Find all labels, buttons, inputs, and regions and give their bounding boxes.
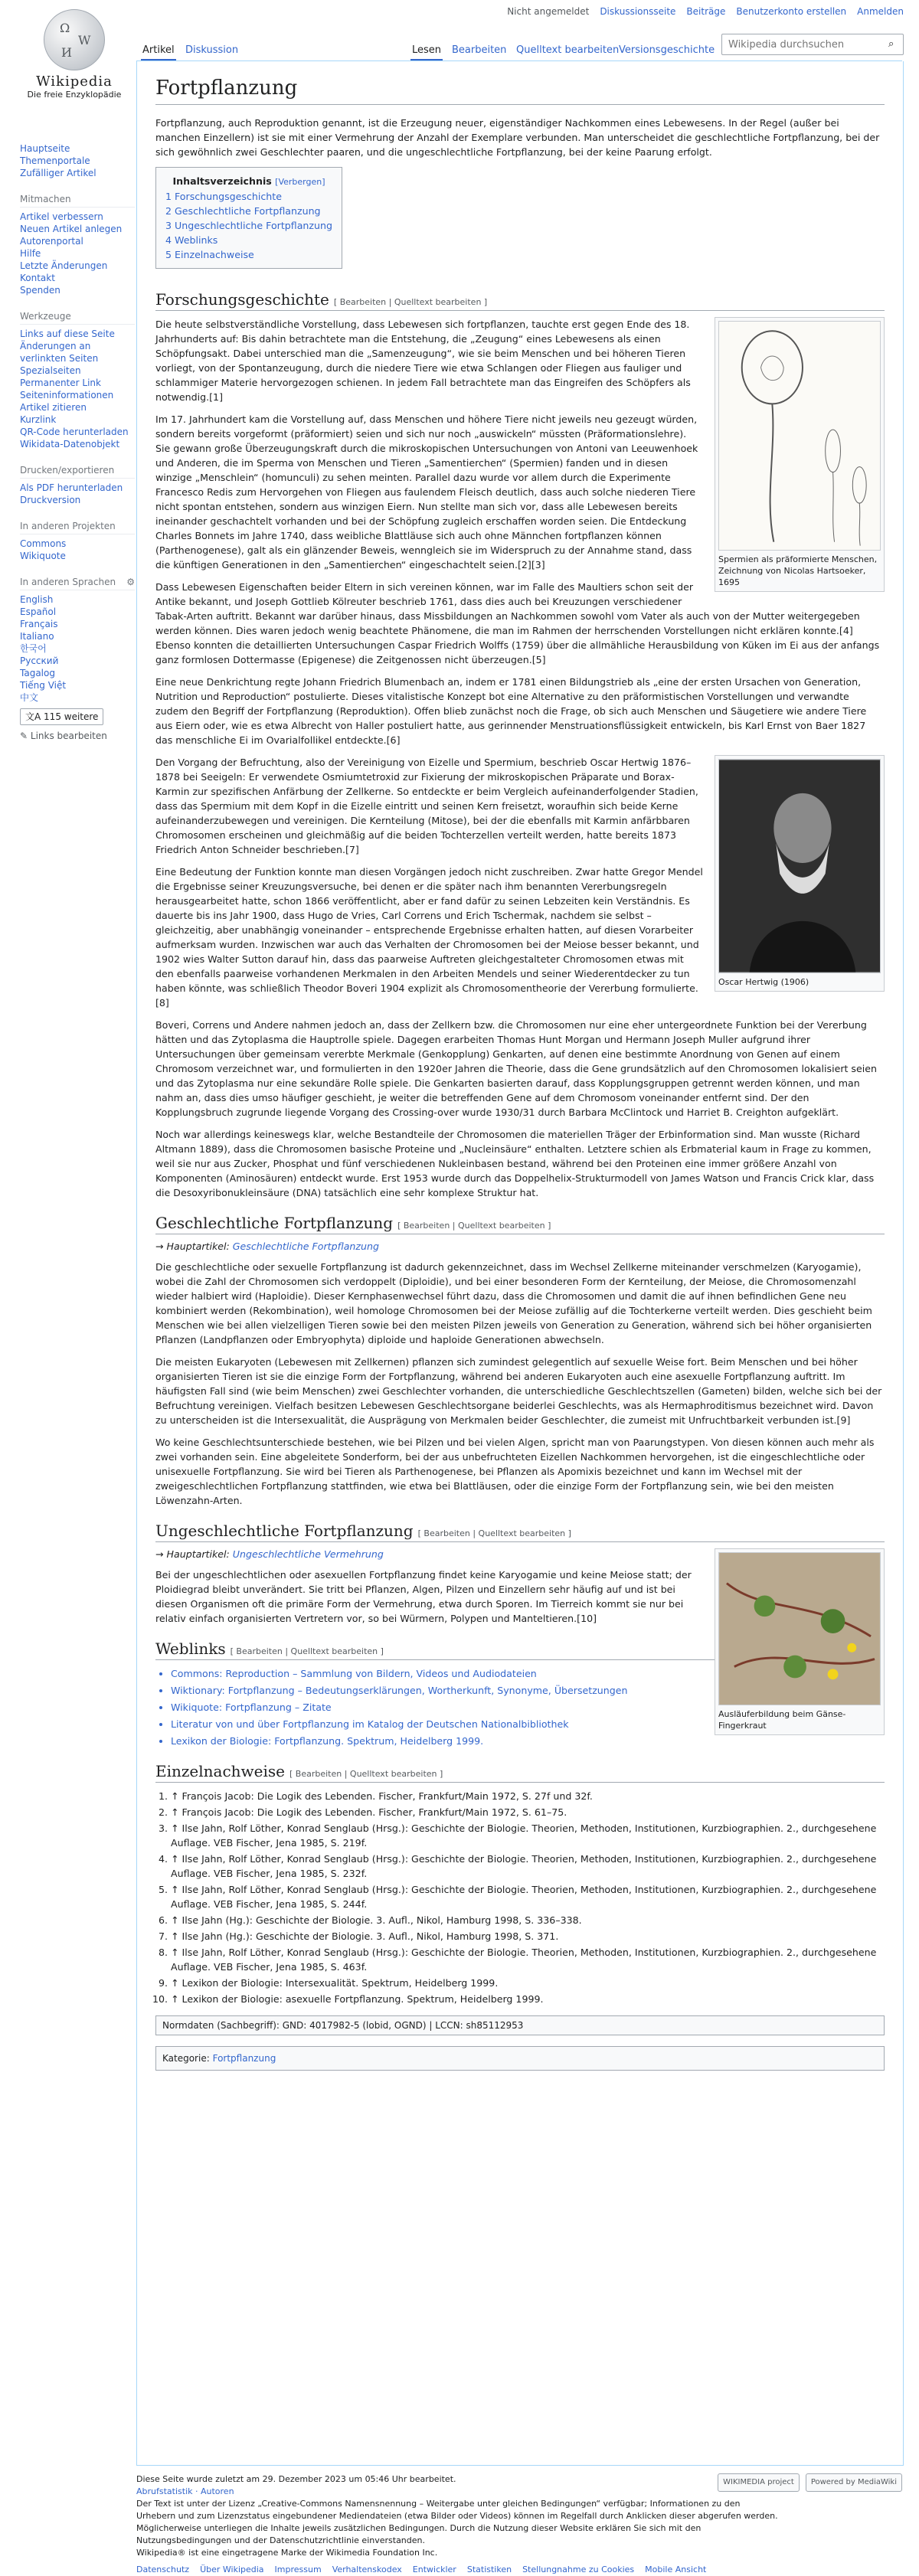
section-title: Geschlechtliche Fortpflanzung — [155, 1214, 394, 1232]
sidebar-item[interactable]: Artikel zitieren — [20, 402, 87, 413]
footer-link[interactable]: Mobile Ansicht — [645, 2565, 707, 2574]
section-title: Einzelnachweise — [155, 1762, 285, 1780]
create-account-link[interactable]: Benutzerkonto erstellen — [736, 6, 847, 17]
tagline: Die freie Enzyklopädie — [27, 90, 122, 100]
search-input[interactable] — [721, 34, 904, 55]
reference-item: 8. ↑ Ilse Jahn, Rolf Löther, Konrad Senglaub (Hrsg.): Geschichte der Biologie. Theorien, Methoden, Institutionen, Kurzbiographien. 2., durchgesehene Auflage. VEB Fischer, Jena 1985, S. 463f. — [171, 1945, 885, 1974]
sidebar-item[interactable]: Seiteninformationen — [20, 390, 114, 400]
sprachen-heading — [20, 576, 135, 590]
mediawiki-badge[interactable]: Powered by MediaWiki — [806, 2473, 902, 2492]
category-link[interactable]: Fortpflanzung — [212, 2053, 276, 2064]
paragraph: Wo keine Geschlechtsunterschiede bestehen, wie bei Pilzen und bei vielen Algen, spricht man von Paarungstypen. Von diesen können auch mehr als zwei vorhanden sein. Eine abgeleitete Sonderform, bei der aus unbefruchteten Eizellen Nachkommen hervorgehen, ist die eingeschlechtliche oder unisexuelle Fortpflanzung. Sie wird bei Tieren als Parthenogenese, bei Pflanzen als Apomixis bezeichnet und kann im Wechsel mit der zweigeschlechtlichen Fortpflanzung stattfinden, wie etwa bei Blattläusen, oder die einzige Form der Fortpflanzung sein, wie bei den meisten Löwenzahn-Arten. — [155, 1437, 875, 1506]
trademark-text: Wikipedia® ist eine eingetragene Marke der Wikimedia Foundation Inc. — [136, 2548, 438, 2558]
section-heading — [155, 1762, 885, 1783]
normdaten-box: Normdaten (Sachbegriff): GND: 4017982-5 (lobid, OGND) | LCCN: sh85112953 — [155, 2015, 885, 2035]
weblink-item[interactable]: • Wikiquote: Fortpflanzung – Zitate — [171, 1700, 885, 1715]
figure-caption: Oscar Hertwig (1906) — [718, 977, 809, 987]
sidebar-item[interactable]: Wikiquote — [20, 551, 66, 561]
reference-item: 10. ↑ Lexikon der Biologie: asexuelle Fortpflanzung. Spektrum, Heidelberg 1999. — [171, 1992, 885, 2006]
paragraph: Die heute selbstverständliche Vorstellung, dass Lebewesen sich fortpflanzen, tauchte erst gegen Ende des 18. Jahrhunderts auf: Bis dahin betrachtete man die Entstehung, die „Zeugung“ eines Lebewesens als einen Schöpfungsakt. Dabei unterschied man die „Samenzeugung“, wie sie beim Menschen und bei höheren Tieren vorliegt, von der Spontanzeugung, durch die niedere Tiere wie etwa Schlangen oder Fliegen aus fauliger und schlammiger Materie hervorgezogen schienen. In jedem Fall betrachtete man das Eingreifen des Schöpfers als notwendig.[1] — [155, 319, 691, 403]
lang-link[interactable]: Tagalog — [20, 668, 55, 678]
personal-tools — [0, 0, 919, 18]
sidebar-item[interactable]: Kurzlink — [20, 414, 57, 425]
table-of-contents — [155, 167, 342, 269]
intro-paragraph: Fortpflanzung, auch Reproduktion genannt, ist die Erzeugung neuer, eigenständiger Nachkommen eines Lebewesens. In der Regel (außer bei manchen Einzellern) ist sie mit einer Vermehrung der Anzahl der Exemplare verbunden. Man unterscheidet die geschlechtliche Fortpflanzung, bei der sich gewöhnlich zwei Geschlechter paaren, und die ungeschlechtliche Fortpflanzung, bei der keine Paarung erfolgt. — [155, 117, 880, 158]
sidebar-item[interactable]: Autorenportal — [20, 236, 83, 247]
lang-link[interactable]: English — [20, 594, 54, 605]
figure-spermien — [715, 317, 885, 592]
section-heading — [155, 290, 885, 311]
sidebar-item[interactable]: Links auf diese Seite — [20, 329, 115, 339]
reference-item: 9. ↑ Lexikon der Biologie: Intersexualität. Spektrum, Heidelberg 1999. — [171, 1976, 885, 1990]
footer — [136, 2473, 902, 2576]
reference-item: 7. ↑ Ilse Jahn (Hg.): Geschichte der Biologie. 3. Aufl., Nikol, Hamburg 1998, S. 371. — [171, 1929, 885, 1943]
hat-label: → Hauptartikel: — [155, 1548, 230, 1560]
mitmachen-heading: Mitmachen — [20, 193, 135, 208]
gear-icon[interactable]: ⚙ — [126, 577, 135, 587]
talk-link[interactable]: Diskussionsseite — [600, 6, 676, 17]
weblink-item[interactable]: • Literatur von und über Fortpflanzung im Katalog der Deutschen Nationalbibliothek — [171, 1717, 885, 1731]
figure-hertwig — [715, 755, 885, 992]
footer-badges — [718, 2473, 902, 2492]
section-edit-links[interactable]: [ Bearbeiten | Quelltext bearbeiten ] — [230, 1646, 384, 1656]
stats-link[interactable]: Abrufstatistik · Autoren — [136, 2486, 234, 2496]
hat-link[interactable]: Geschlechtliche Fortpflanzung — [232, 1241, 379, 1252]
toc-item[interactable]: 2 Geschlechtliche Fortpflanzung — [165, 205, 321, 217]
pencil-icon: ✎ — [20, 731, 28, 741]
tab-edit[interactable]: Bearbeiten — [452, 44, 507, 56]
section-title: Weblinks — [155, 1639, 226, 1658]
sidebar-item[interactable]: Letzte Änderungen — [20, 260, 108, 271]
article-content — [136, 61, 904, 2466]
wikimedia-badge[interactable]: WIKIMEDIA project — [718, 2473, 800, 2492]
category-label: Kategorie: — [162, 2053, 210, 2064]
toc-item[interactable]: 1 Forschungsgeschichte — [165, 191, 282, 202]
tab-discussion[interactable]: Diskussion — [185, 44, 239, 56]
figure-fingerkraut — [715, 1548, 885, 1735]
tab-article[interactable]: Artikel — [141, 41, 176, 60]
reference-item: 6. ↑ Ilse Jahn (Hg.): Geschichte der Biologie. 3. Aufl., Nikol, Hamburg 1998, S. 336–338. — [171, 1913, 885, 1927]
footer-link[interactable]: Über Wikipedia — [200, 2565, 264, 2574]
projekte-heading: In anderen Projekten — [20, 520, 135, 534]
sidebar-item[interactable]: Kontakt — [20, 273, 55, 283]
hat-label: → Hauptartikel: — [155, 1241, 230, 1252]
section-edit-links[interactable]: [ Bearbeiten | Quelltext bearbeiten ] — [289, 1769, 443, 1779]
lang-link[interactable]: 中文 — [20, 692, 39, 703]
paragraph: Boveri, Correns und Andere nahmen jedoch an, dass der Zellkern bzw. die Chromosomen nur eine eher untergeordnete Funktion bei der Vererbung hätten und das Zytoplasma die Hauptrolle spiele. Dagegen erarbeiten Thomas Hunt Morgan und Hermann Joseph Muller aufgrund ihrer Untersuchungen über gemeinsam vererbte Merkmale (Genkopplung) Genkarten, auf denen eine bestimmte Anordnung von Genen auf einem Chromosom verzeichnet war, und formulierten in den 1920er Jahren die Theorie, dass die Gene grundsätzlich auf den Chromosomen lokalisiert seien und das Zytoplasma nur eine sekundäre Rolle spiele. Die Genkarten basierten darauf, dass Kopplungsgruppen getrennt werden können, und man nahm an, dass dies umso häufiger geschieht, je weiter die betreffenden Gene auf dem Chromosom voneinander entfernt sind. Der den Kopplungsbruch zugrunde liegende Vorgang des Crossing-over wurde 1930/31 durch Barbara McClintock und Harriet B. Creighton aufgeklärt. — [155, 1019, 877, 1118]
toc-item[interactable]: 4 Weblinks — [165, 234, 218, 246]
section-heading — [155, 1214, 885, 1234]
license-text: Der Text ist unter der Lizenz „Creative-Commons Namensnennung – Weitergabe unter gleichen Bedingungen“ verfügbar; Informationen zu den Urhebern und zum Lizenzstatus eingebundener Mediendateien (etwa Bilder oder Videos) können im Regelfall durch Anklicken dieser abgerufen werden. Möglicherweise unterliegen die Inhalte jeweils zusätzlichen Bedingungen. Durch die Nutzung dieser Website erklären Sie sich mit den Nutzungsbedingungen und der Datenschutzrichtlinie einverstanden. — [136, 2499, 778, 2545]
sidebar-item[interactable]: Änderungen an verlinkten Seiten — [20, 341, 99, 364]
search-icon[interactable]: ⌕ — [888, 38, 894, 50]
plant-photo[interactable] — [718, 1552, 881, 1705]
reference-item: 3. ↑ Ilse Jahn, Rolf Löther, Konrad Senglaub (Hrsg.): Geschichte der Biologie. Theorien, Methoden, Institutionen, Kurzbiographien. 2., durchgesehene Auflage. VEB Fischer, Jena 1985, S. 219f. — [171, 1821, 885, 1850]
tab-edit-source[interactable]: Quelltext bearbeiten — [516, 44, 620, 56]
projekte-group — [20, 520, 135, 562]
edit-interlanguage-links[interactable] — [20, 730, 135, 742]
toc-title-text: Inhaltsverzeichnis — [172, 175, 272, 187]
toc-toggle[interactable]: [Verbergen] — [275, 177, 325, 187]
sidebar-item[interactable]: Artikel verbessern — [20, 211, 103, 222]
globe-icon: Ω W И — [44, 9, 105, 70]
references-list — [171, 1789, 885, 2006]
section-edit-links[interactable]: [ Bearbeiten | Quelltext bearbeiten ] — [333, 297, 488, 307]
tab-history[interactable]: Versionsgeschichte — [619, 44, 715, 56]
reference-item: 2. ↑ François Jacob: Die Logik des Lebenden. Fischer, Frankfurt/Main 1972, S. 61–75. — [171, 1805, 885, 1819]
werkzeuge-heading: Werkzeuge — [20, 310, 135, 325]
sidebar-item[interactable]: Hilfe — [20, 248, 41, 259]
edit-links-label: Links bearbeiten — [30, 731, 107, 741]
reference-item: 5. ↑ Ilse Jahn, Rolf Löther, Konrad Senglaub (Hrsg.): Geschichte der Biologie. Theorien, Methoden, Institutionen, Kurzbiographien. 2., durchgesehene Auflage. VEB Fischer, Jena 1985, S. 244f. — [171, 1882, 885, 1911]
category-box — [155, 2046, 885, 2071]
sidebar-item[interactable]: Wikidata-Datenobjekt — [20, 439, 120, 449]
paragraph: Dass Lebewesen Eigenschaften beider Eltern in sich vereinen können, war im Falle des Maultiers schon seit der Antike bekannt, und Joseph Gottlieb Kölreuter beschrieb 1761, dass dies auch bei Kreuzungen verschiedener Tabak-Arten auftritt. Bekannt war darüber hinaus, dass Missbildungen an Nachkommen sowohl vom Vater als auch von der Mutter weitergegeben werden können. Dies waren jedoch wenig beachtete Phänomene, die man im Rahmen der herrschenden Vorstellungen nicht erklären konnte.[4] Ebenso konnten die detaillierten Untersuchungen Caspar Friedrich Wolffs (1759) über die allmähliche Herausbildung von Küken im Ei aus der anfangs ganz formlosen Dottermasse (Epigenese) die Zeitgenossen nicht überzeugen.[5] — [155, 581, 880, 665]
paragraph: Bei der ungeschlechtlichen oder asexuellen Fortpflanzung findet keine Karyogamie und keine Meiose statt; der Ploidiegrad bleibt unverändert. Sie tritt bei Pflanzen, Algen, Pilzen und Einzellern sehr häufig auf und ist bei diesen Organismen oft die primäre Form der Vermehrung, etwa durch Sporen. Im Tierreich kommt sie nur bei relativ einfach organisierten Vertretern vor, so bei Würmern, Polypen und Manteltieren.[10] — [155, 1569, 692, 1624]
paragraph: Die meisten Eukaryoten (Lebewesen mit Zellkernen) pflanzen sich zumindest gelegentlich auf sexuelle Weise fort. Beim Menschen und bei höher organisierten Tieren ist sie die einzige Form der Fortpflanzung, während bei anderen Eukaryoten auch eine asexuelle Fortpflanzung auftritt. Im häufigsten Fall sind (wie beim Menschen) zwei Geschlechter vorhanden, die unterschiedliche Geschlechtszellen (Gameten) bilden, welche sich bei der Befruchtung vereinigen. Vielfach besitzen Lebewesen Geschlechtsorgane beiderlei Geschlechts, was als Hermaphroditismus bezeichnet wird. Davon zu unterscheiden ist die Intersexualität, die Ausprägung von Merkmalen beider Geschlechter, die zumeist mit Unfruchtbarkeit verbunden ist.[9] — [155, 1356, 882, 1426]
translate-icon: 文A — [25, 711, 41, 722]
footer-link[interactable]: Stellungnahme zu Cookies — [522, 2565, 635, 2574]
paragraph: Die geschlechtliche oder sexuelle Fortpflanzung ist dadurch gekennzeichnet, dass im Wechsel Zellkerne miteinander verschmelzen (Karyogamie), wobei die Zahl der Chromosomen sich verdoppelt (Diploidie), und bei einer besonderen Form der Kernteilung, der Meiose, die Chromosomenzahl wieder halbiert wird (Haploidie). Dieser Kernphasenwechsel führt dazu, dass die Chromosomen und damit die auf ihnen befindlichen Gene neu kombiniert werden (Rekombination), weil homologe Chromosomen bei der Meiose zufällig auf die Tochterkerne verteilt werden. Dies geschieht beim Menschen wie bei allen vielzelligen Tieren sowie bei den meisten Pilzen jeweils von Generation zu Generation, während sich bei höher organisierten Pflanzen (Landpflanzen oder Embryophyta) diploide und haploide Generationen abwechseln. — [155, 1261, 872, 1345]
sidebar-item[interactable]: Als PDF herunterladen — [20, 482, 123, 493]
lang-link[interactable]: Italiano — [20, 631, 54, 642]
section-title: Forschungsgeschichte — [155, 290, 329, 309]
section-heading — [155, 1522, 885, 1542]
section-edit-links[interactable]: [ Bearbeiten | Quelltext bearbeiten ] — [417, 1528, 571, 1538]
homunculus-drawing[interactable] — [718, 321, 881, 551]
weblink-item[interactable]: • Commons: Reproduction – Sammlung von Bildern, Videos und Audiodateien — [171, 1666, 885, 1681]
weblink-item[interactable]: • Lexikon der Biologie: Fortpflanzung. Spektrum, Heidelberg 1999. — [171, 1734, 885, 1748]
figure-caption: Ausläuferbildung beim Gänse-Fingerkraut — [718, 1709, 846, 1731]
more-languages-button[interactable] — [20, 708, 103, 725]
paragraph: Noch war allerdings keineswegs klar, welche Bestandteile der Chromosomen die materiellen Träger der Erbinformation sind. Man wusste (Richard Altmann 1889), dass die Chromosomen basische Proteine und „Nucleinsäure“ enthalten. Letztere schien als Erbmaterial kaum in Frage zu kommen, weil sie nur aus Zucker, Phosphat und fünf verschiedenen Nukleinbasen bestand, während bei den Proteinen eine immer größere Anzahl von Komponenten (Aminosäuren) entdeckt wurde. Erst 1953 wurde durch das Doppelhelix-Strukturmodell von James Watson und Francis Crick klar, dass die Desoxyribonukleinsäure (DNA) tatsächlich eine sehr komplexe Struktur hat. — [155, 1129, 875, 1198]
weblink-item[interactable]: • Wiktionary: Fortpflanzung – Bedeutungserklärungen, Wortherkunft, Synonyme, Übersetzungen — [171, 1683, 885, 1698]
sidebar-item[interactable]: QR-Code herunterladen — [20, 427, 129, 437]
contributions-link[interactable]: Beiträge — [686, 6, 726, 17]
wordmark: Wikipedia — [36, 74, 113, 90]
reference-item: 1. ↑ François Jacob: Die Logik des Lebenden. Fischer, Frankfurt/Main 1972, S. 27f und 32f. — [171, 1789, 885, 1803]
tab-read[interactable]: Lesen — [410, 41, 443, 60]
lang-link[interactable]: Русский — [20, 655, 59, 666]
drucken-group — [20, 464, 135, 506]
sidebar-item[interactable]: Spenden — [20, 285, 61, 296]
footer-link[interactable]: Verhaltenskodex — [332, 2565, 402, 2574]
paragraph: Eine neue Denkrichtung regte Johann Friedrich Blumenbach an, indem er 1781 einen Bildungstrieb als „eine der ersten Ursachen von Generation, Nutrition und Reproduction“ postulierte. Dieses vitalistische Konzept bot eine Alternative zu den präformistischen Vorstellungen und verwandte zudem den Begriff der Fortpflanzung (Reproduktion). Offen blieb zunächst noch die Frage, ob sich auch Menschen und Säugetiere wie andere Tiere aus Eiern oder, wie es etwa Albrecht von Haller postuliert hatte, aus gerinnender Menstruationsflüssigkeit entwickeln, bis Karl Ernst von Baer 1827 das menschliche Ei im Ovarialfollikel entdeckte.[6] — [155, 676, 867, 746]
sidebar-item[interactable]: Permanenter Link — [20, 378, 101, 388]
sidebar-item-zufall[interactable]: Zufälliger Artikel — [20, 168, 96, 178]
footer-link[interactable]: Statistiken — [466, 2565, 512, 2574]
drucken-heading: Drucken/exportieren — [20, 464, 135, 479]
last-edit: Diese Seite wurde zuletzt am 29. Dezember 2023 um 05:46 Uhr bearbeitet. — [136, 2474, 456, 2484]
sidebar-item[interactable]: Commons — [20, 538, 67, 549]
werkzeuge-group — [20, 310, 135, 450]
footer-link[interactable]: Datenschutz — [136, 2565, 190, 2574]
lang-link[interactable]: Español — [20, 606, 57, 617]
reference-item: 4. ↑ Ilse Jahn, Rolf Löther, Konrad Senglaub (Hrsg.): Geschichte der Biologie. Theorien, Methoden, Institutionen, Kurzbiographien. 2., durchgesehene Auflage. VEB Fischer, Jena 1985, S. 232f. — [171, 1852, 885, 1881]
lang-link[interactable]: 한국어 — [20, 643, 47, 654]
hat-link[interactable]: Ungeschlechtliche Vermehrung — [232, 1548, 384, 1560]
page-title: Fortpflanzung — [155, 77, 885, 105]
sidebar-item[interactable]: Spezialseiten — [20, 365, 81, 376]
paragraph: Eine Bedeutung der Funktion konnte man diesen Vorgängen jedoch nicht zuschreiben. Zwar hatte Gregor Mendel die Ergebnisse seiner Kreuzungsversuche, bei denen er die später nach ihm benannten Vererbungsregeln herausgearbeitet hatte, schon 1866 veröffentlicht, aber er fand dafür zu seinen Lebzeiten kein Verständnis. Es dauerte bis ins Jahr 1900, dass Hugo de Vries, Carl Correns und Erich Tschermak, nachdem sie selbst – gleichzeitig, aber unabhängig voneinander – entsprechende Ergebnisse erhalten hatten, auf diesen Vorarbeiter aufmerksam wurden. Inzwischen war auch das Verhalten der Chromosomen bei der Meiose besser bekannt, und 1902 wies Walter Sutton darauf hin, dass das paarweise Auftreten gleichgestalteter Chromosomen etwas mit den ebenfalls paarweise vorhandenen Merkmalen in den Arbeiten Mendels und seiner Wiederentdecker zu tun haben könnte, was schließlich Theodor Boveri 1904 explizit als Chromosomentheorie der Vererbung formulierte.[8] — [155, 866, 703, 1008]
portrait-photo[interactable] — [718, 759, 881, 973]
main-article-note — [155, 1241, 885, 1252]
sidebar-item-themenportale[interactable]: Themenportale — [20, 155, 90, 166]
not-logged-in: Nicht angemeldet — [507, 6, 590, 17]
lang-link[interactable]: Tiếng Việt — [20, 680, 67, 691]
toc-item[interactable]: 3 Ungeschlechtliche Fortpflanzung — [165, 220, 332, 231]
paragraph: Im 17. Jahrhundert kam die Vorstellung auf, dass Menschen und höhere Tiere nicht jeweils neu gezeugt würden, sondern bereits vorgeformt (präformiert) seien und sich nur noch „auswickeln“ müssten (Präformationslehre). Sie gewann große Überzeugungskraft durch die mikroskopischen Untersuchungen von Antoni van Leeuwenhoek und Anderen, die im Sperma von Menschen und Tieren „Samentierchen“ (Spermien) fanden und in diesen winzige „Menschlein“ (homunculi) zu sehen meinten. Parallel dazu wurde vor allem durch die Experimente Francesco Redis zum Hervorgehen von Fliegen aus faulendem Fleisch deutlich, dass auch solche niederen Tiere nicht spontan entstehen, sondern aus winzigen Eiern. Nun stellte man sich vor, dass alle Lebewesen bereits ineinander geschachtelt vorhanden und bei der Schöpfung zugleich erschaffen worden seien. Die Entdeckung Charles Bonnets im Jahre 1740, dass weibliche Blattläuse sich auch ohne Männchen fortpflanzen können (Parthenogenese), galt als ein glänzender Beweis, wenngleich sie im Widerspruch zu der Annahme stand, dass die künftigen Generationen in den „Samentierchen“ eingeschachtelt seien.[2][3] — [155, 414, 698, 570]
sprachen-group — [20, 576, 135, 742]
sprachen-heading-text: In anderen Sprachen — [20, 577, 116, 587]
footer-links — [136, 2564, 902, 2576]
footer-link[interactable]: Impressum — [274, 2565, 322, 2574]
paragraph: Den Vorgang der Befruchtung, also der Vereinigung von Eizelle und Spermium, beschrieb Oscar Hertwig 1876–1878 bei Seeigeln: Er verwendete Osmiumtetroxid zur Fixierung der mikroskopischen Präparate und Borax-Karmin zur spezifischen Anfärbung der Zellkerne. So entdeckte er beim Vergleich aufeinanderfolgender Stadien, dass das Spermium mit dem Kopf in die Eizelle eintritt und seinen Kern freisetzt, woraufhin sich beide Kerne aufeinanderzubewegen und vereinigen. Die Kernteilung (Mitose), bei der die ebenfalls mit Karmin anfärbbaren Chromosomen erscheinen und gleichmäßig auf die beiden Tochterzellen verteilt werden, hatte bereits 1873 Friedrich Anton Schneider beschrieben.[7] — [155, 757, 698, 855]
sidebar — [20, 142, 135, 756]
login-link[interactable]: Anmelden — [857, 6, 904, 17]
sidebar-item[interactable]: Druckversion — [20, 495, 81, 505]
more-languages-label: 115 weitere — [44, 711, 99, 722]
footer-link[interactable]: Entwickler — [412, 2565, 456, 2574]
toc-title — [165, 174, 332, 189]
lang-link[interactable]: Français — [20, 619, 58, 629]
section-title: Ungeschlechtliche Fortpflanzung — [155, 1522, 414, 1540]
wikipedia-logo[interactable] — [17, 9, 132, 100]
nav-group — [20, 142, 135, 179]
figure-caption: Spermien als präformierte Menschen, Zeichnung von Nicolas Hartsoeker, 1695 — [718, 554, 878, 587]
sidebar-item-hauptseite[interactable]: Hauptseite — [20, 143, 70, 154]
section-edit-links[interactable]: [ Bearbeiten | Quelltext bearbeiten ] — [397, 1221, 551, 1231]
sidebar-item[interactable]: Neuen Artikel anlegen — [20, 224, 123, 234]
mitmachen-group — [20, 193, 135, 296]
toc-item[interactable]: 5 Einzelnachweise — [165, 249, 254, 260]
